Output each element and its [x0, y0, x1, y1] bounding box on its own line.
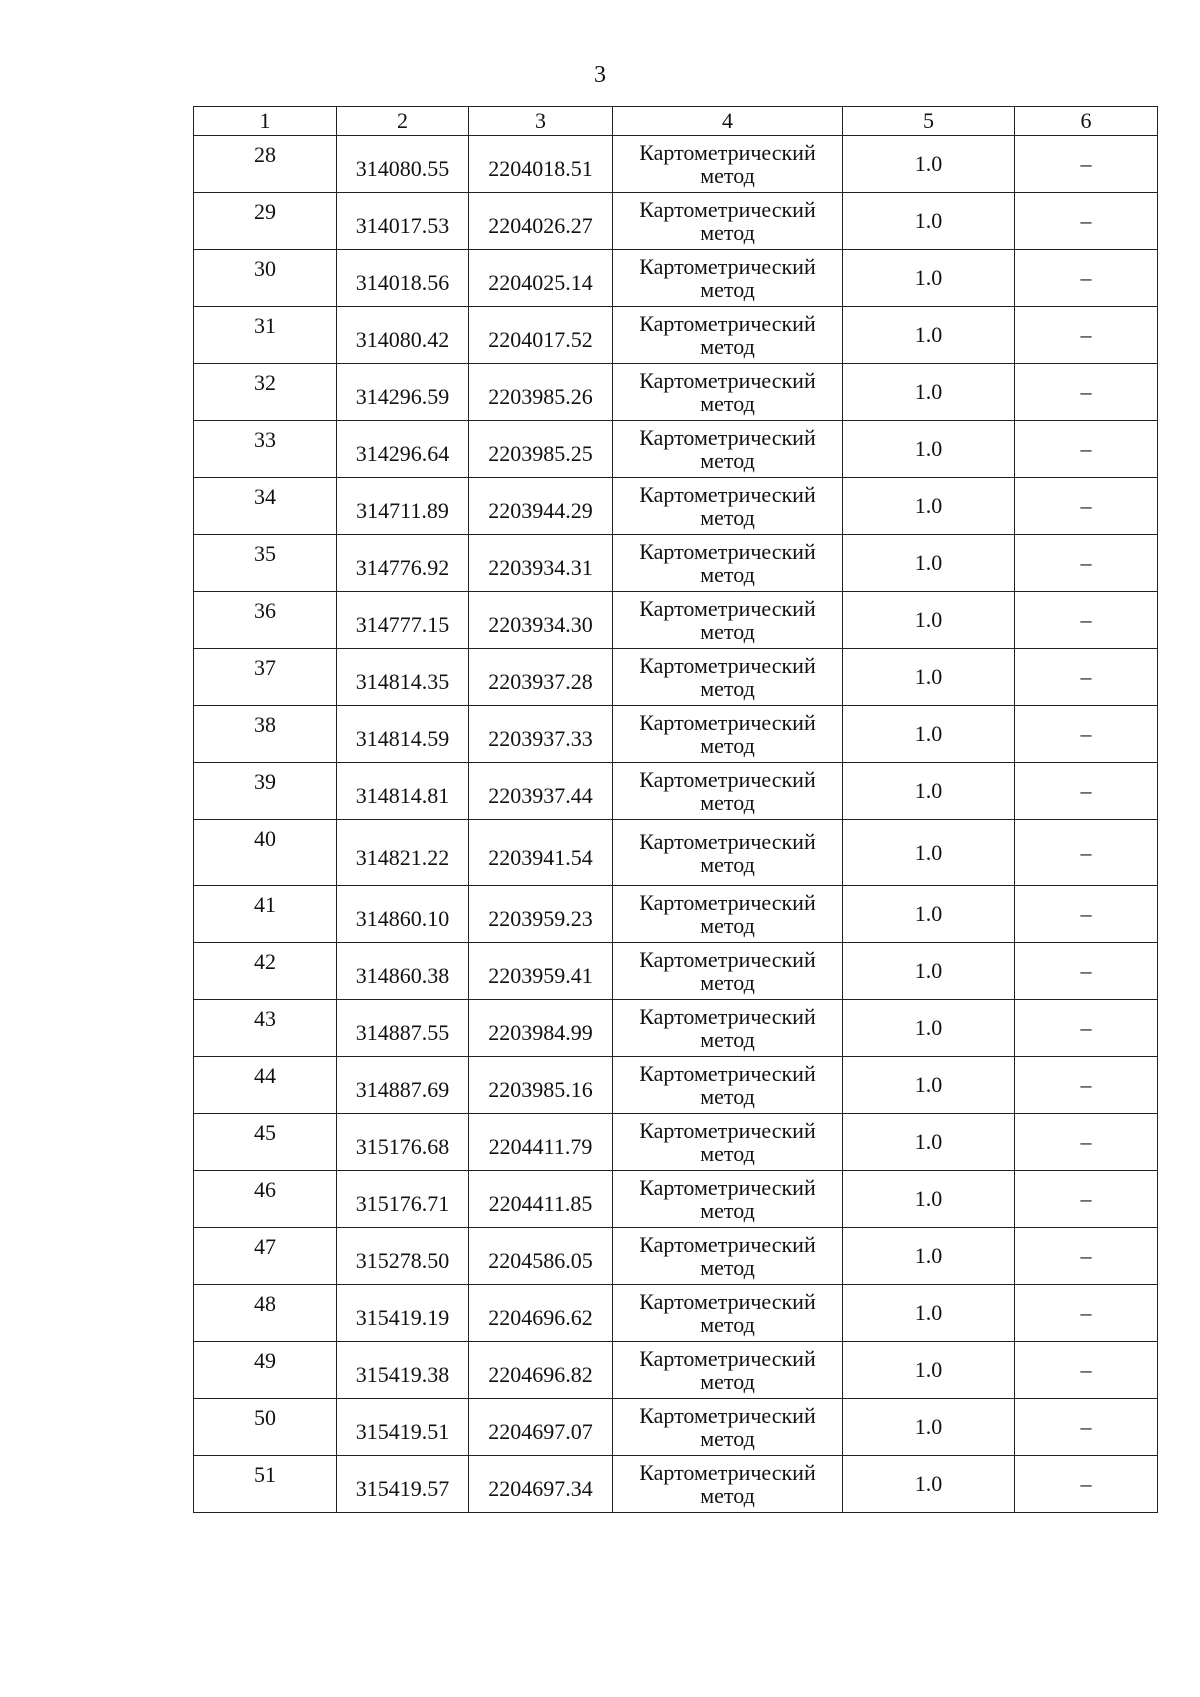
- method-cell: [613, 1114, 843, 1171]
- method-line-1: Картометрический: [639, 890, 816, 915]
- x-coordinate-cell: 314821.22: [337, 820, 469, 886]
- point-number-cell: 32: [194, 364, 337, 421]
- accuracy-cell: 1.0: [843, 1114, 1015, 1171]
- accuracy-cell: 1.0: [843, 1171, 1015, 1228]
- table-row: [194, 1228, 1158, 1285]
- accuracy-cell: 1.0: [843, 250, 1015, 307]
- method-cell: [613, 943, 843, 1000]
- table-row: [194, 820, 1158, 886]
- method-line-2: метод: [700, 676, 755, 701]
- page-number: 3: [594, 62, 606, 88]
- method-cell: [613, 1285, 843, 1342]
- table-row: [194, 706, 1158, 763]
- method-cell: [613, 1000, 843, 1057]
- point-number-cell: 49: [194, 1342, 337, 1399]
- x-coordinate-cell: 314814.81: [337, 763, 469, 820]
- table-row: [194, 364, 1158, 421]
- method-line-1: Картометрический: [639, 1232, 816, 1257]
- description-cell: –: [1015, 1171, 1158, 1228]
- header-col-5: 5: [843, 107, 1015, 136]
- y-coordinate-cell: 2204025.14: [469, 250, 613, 307]
- description-cell: –: [1015, 478, 1158, 535]
- description-cell: –: [1015, 1285, 1158, 1342]
- table-row: [194, 943, 1158, 1000]
- table-row: [194, 421, 1158, 478]
- accuracy-cell: 1.0: [843, 193, 1015, 250]
- accuracy-cell: 1.0: [843, 886, 1015, 943]
- description-cell: –: [1015, 136, 1158, 193]
- method-line-1: Картометрический: [639, 1460, 816, 1485]
- method-line-2: метод: [700, 970, 755, 995]
- description-cell: –: [1015, 250, 1158, 307]
- method-line-2: метод: [700, 733, 755, 758]
- method-line-1: Картометрический: [639, 653, 816, 678]
- description-cell: –: [1015, 307, 1158, 364]
- method-line-1: Картометрический: [639, 596, 816, 621]
- method-cell: [613, 763, 843, 820]
- method-cell: [613, 421, 843, 478]
- x-coordinate-cell: 314860.38: [337, 943, 469, 1000]
- description-cell: –: [1015, 1456, 1158, 1513]
- y-coordinate-cell: 2204018.51: [469, 136, 613, 193]
- method-line-1: Картометрический: [639, 1175, 816, 1200]
- y-coordinate-cell: 2204411.85: [469, 1171, 613, 1228]
- method-cell: [613, 136, 843, 193]
- description-cell: –: [1015, 193, 1158, 250]
- y-coordinate-cell: 2204696.82: [469, 1342, 613, 1399]
- method-line-2: метод: [700, 1312, 755, 1337]
- point-number-cell: 45: [194, 1114, 337, 1171]
- x-coordinate-cell: 315419.51: [337, 1399, 469, 1456]
- method-line-2: метод: [700, 448, 755, 473]
- point-number-cell: 36: [194, 592, 337, 649]
- description-cell: –: [1015, 820, 1158, 886]
- point-number-cell: 30: [194, 250, 337, 307]
- y-coordinate-cell: 2204026.27: [469, 193, 613, 250]
- method-line-1: Картометрический: [639, 1004, 816, 1029]
- y-coordinate-cell: 2203985.25: [469, 421, 613, 478]
- method-line-1: Картометрический: [639, 425, 816, 450]
- table-row: [194, 1171, 1158, 1228]
- x-coordinate-cell: 314018.56: [337, 250, 469, 307]
- method-line-2: метод: [700, 334, 755, 359]
- method-line-2: метод: [700, 1369, 755, 1394]
- accuracy-cell: 1.0: [843, 1228, 1015, 1285]
- method-line-1: Картометрический: [639, 1289, 816, 1314]
- description-cell: –: [1015, 1057, 1158, 1114]
- table-row: [194, 307, 1158, 364]
- point-number-cell: 33: [194, 421, 337, 478]
- x-coordinate-cell: 314296.64: [337, 421, 469, 478]
- accuracy-cell: 1.0: [843, 706, 1015, 763]
- y-coordinate-cell: 2204586.05: [469, 1228, 613, 1285]
- x-coordinate-cell: 314776.92: [337, 535, 469, 592]
- method-cell: [613, 1057, 843, 1114]
- description-cell: –: [1015, 364, 1158, 421]
- accuracy-cell: 1.0: [843, 763, 1015, 820]
- method-cell: [613, 649, 843, 706]
- description-cell: –: [1015, 886, 1158, 943]
- method-cell: [613, 1399, 843, 1456]
- method-line-2: метод: [700, 391, 755, 416]
- method-line-2: метод: [700, 1141, 755, 1166]
- method-line-2: метод: [700, 790, 755, 815]
- method-line-2: метод: [700, 1198, 755, 1223]
- y-coordinate-cell: 2204696.62: [469, 1285, 613, 1342]
- method-line-1: Картометрический: [639, 368, 816, 393]
- y-coordinate-cell: 2203934.30: [469, 592, 613, 649]
- table-row: [194, 535, 1158, 592]
- description-cell: –: [1015, 1342, 1158, 1399]
- table-row: [194, 886, 1158, 943]
- table-row: [194, 1342, 1158, 1399]
- description-cell: –: [1015, 535, 1158, 592]
- accuracy-cell: 1.0: [843, 136, 1015, 193]
- method-line-1: Картометрический: [639, 767, 816, 792]
- table-header: [194, 107, 1158, 136]
- point-number-cell: 35: [194, 535, 337, 592]
- point-number-cell: 46: [194, 1171, 337, 1228]
- method-line-1: Картометрический: [639, 311, 816, 336]
- method-line-2: метод: [700, 851, 755, 877]
- method-cell: [613, 820, 843, 886]
- description-cell: –: [1015, 1228, 1158, 1285]
- accuracy-cell: 1.0: [843, 364, 1015, 421]
- description-cell: –: [1015, 1399, 1158, 1456]
- method-line-2: метод: [700, 1255, 755, 1280]
- accuracy-cell: 1.0: [843, 1456, 1015, 1513]
- x-coordinate-cell: 315419.57: [337, 1456, 469, 1513]
- header-col-2: 2: [337, 107, 469, 136]
- point-number-cell: 41: [194, 886, 337, 943]
- point-number-cell: 50: [194, 1399, 337, 1456]
- y-coordinate-cell: 2203937.28: [469, 649, 613, 706]
- header-col-1: 1: [194, 107, 337, 136]
- description-cell: –: [1015, 763, 1158, 820]
- x-coordinate-cell: 314860.10: [337, 886, 469, 943]
- method-line-1: Картометрический: [639, 1346, 816, 1371]
- y-coordinate-cell: 2203984.99: [469, 1000, 613, 1057]
- point-number-cell: 44: [194, 1057, 337, 1114]
- method-cell: [613, 1342, 843, 1399]
- method-line-1: Картометрический: [639, 140, 816, 165]
- accuracy-cell: 1.0: [843, 1000, 1015, 1057]
- method-cell: [613, 1171, 843, 1228]
- y-coordinate-cell: 2203934.31: [469, 535, 613, 592]
- y-coordinate-cell: 2204411.79: [469, 1114, 613, 1171]
- description-cell: –: [1015, 592, 1158, 649]
- y-coordinate-cell: 2203941.54: [469, 820, 613, 886]
- description-cell: –: [1015, 706, 1158, 763]
- table-row: [194, 250, 1158, 307]
- description-cell: –: [1015, 421, 1158, 478]
- y-coordinate-cell: 2203944.29: [469, 478, 613, 535]
- method-cell: [613, 307, 843, 364]
- method-cell: [613, 364, 843, 421]
- x-coordinate-cell: 314814.59: [337, 706, 469, 763]
- point-number-cell: 39: [194, 763, 337, 820]
- accuracy-cell: 1.0: [843, 1057, 1015, 1114]
- point-number-cell: 29: [194, 193, 337, 250]
- header-col-4: 4: [613, 107, 843, 136]
- y-coordinate-cell: 2203985.16: [469, 1057, 613, 1114]
- table-row: [194, 478, 1158, 535]
- accuracy-cell: 1.0: [843, 421, 1015, 478]
- point-number-cell: 43: [194, 1000, 337, 1057]
- table-row: [194, 1000, 1158, 1057]
- accuracy-cell: 1.0: [843, 820, 1015, 886]
- method-cell: [613, 1228, 843, 1285]
- y-coordinate-cell: 2203959.23: [469, 886, 613, 943]
- method-line-1: Картометрический: [639, 1118, 816, 1143]
- accuracy-cell: 1.0: [843, 1342, 1015, 1399]
- table-row: [194, 193, 1158, 250]
- description-cell: –: [1015, 1000, 1158, 1057]
- method-line-2: метод: [700, 1027, 755, 1052]
- accuracy-cell: 1.0: [843, 649, 1015, 706]
- y-coordinate-cell: 2203937.44: [469, 763, 613, 820]
- accuracy-cell: 1.0: [843, 1399, 1015, 1456]
- x-coordinate-cell: 315176.68: [337, 1114, 469, 1171]
- x-coordinate-cell: 315278.50: [337, 1228, 469, 1285]
- method-cell: [613, 592, 843, 649]
- y-coordinate-cell: 2203959.41: [469, 943, 613, 1000]
- method-line-1: Картометрический: [639, 254, 816, 279]
- method-cell: [613, 478, 843, 535]
- method-line-1: Картометрический: [639, 710, 816, 735]
- x-coordinate-cell: 314814.35: [337, 649, 469, 706]
- method-line-1: Картометрический: [639, 1061, 816, 1086]
- x-coordinate-cell: 314296.59: [337, 364, 469, 421]
- point-number-cell: 34: [194, 478, 337, 535]
- point-number-cell: 51: [194, 1456, 337, 1513]
- accuracy-cell: 1.0: [843, 592, 1015, 649]
- table-body: [194, 136, 1158, 1513]
- y-coordinate-cell: 2203937.33: [469, 706, 613, 763]
- point-number-cell: 28: [194, 136, 337, 193]
- method-line-2: метод: [700, 562, 755, 587]
- method-cell: [613, 706, 843, 763]
- point-number-cell: 38: [194, 706, 337, 763]
- method-cell: [613, 1456, 843, 1513]
- method-line-1: Картометрический: [639, 947, 816, 972]
- table-row: [194, 1057, 1158, 1114]
- method-cell: [613, 250, 843, 307]
- table-row: [194, 1399, 1158, 1456]
- description-cell: –: [1015, 1114, 1158, 1171]
- point-number-cell: 40: [194, 820, 337, 886]
- point-number-cell: 48: [194, 1285, 337, 1342]
- method-cell: [613, 193, 843, 250]
- coordinates-table-container: [193, 106, 1157, 1513]
- method-line-2: метод: [700, 163, 755, 188]
- table-row: [194, 592, 1158, 649]
- point-number-cell: 47: [194, 1228, 337, 1285]
- method-line-2: метод: [700, 913, 755, 938]
- method-line-2: метод: [700, 220, 755, 245]
- accuracy-cell: 1.0: [843, 535, 1015, 592]
- x-coordinate-cell: 315419.19: [337, 1285, 469, 1342]
- method-line-2: метод: [700, 1483, 755, 1508]
- method-cell: [613, 535, 843, 592]
- point-number-cell: 31: [194, 307, 337, 364]
- point-number-cell: 37: [194, 649, 337, 706]
- table-row: [194, 136, 1158, 193]
- method-line-2: метод: [700, 619, 755, 644]
- method-line-1: Картометрический: [639, 539, 816, 564]
- method-cell: [613, 886, 843, 943]
- point-number-cell: 42: [194, 943, 337, 1000]
- method-line-2: метод: [700, 1084, 755, 1109]
- accuracy-cell: 1.0: [843, 1285, 1015, 1342]
- description-cell: –: [1015, 943, 1158, 1000]
- y-coordinate-cell: 2203985.26: [469, 364, 613, 421]
- x-coordinate-cell: 314777.15: [337, 592, 469, 649]
- x-coordinate-cell: 314711.89: [337, 478, 469, 535]
- method-line-1: Картометрический: [639, 828, 816, 854]
- method-line-2: метод: [700, 277, 755, 302]
- description-cell: –: [1015, 649, 1158, 706]
- y-coordinate-cell: 2204697.07: [469, 1399, 613, 1456]
- accuracy-cell: 1.0: [843, 307, 1015, 364]
- method-line-2: метод: [700, 1426, 755, 1451]
- coordinates-table: [193, 106, 1158, 1513]
- x-coordinate-cell: 314887.69: [337, 1057, 469, 1114]
- accuracy-cell: 1.0: [843, 943, 1015, 1000]
- table-row: [194, 1114, 1158, 1171]
- accuracy-cell: 1.0: [843, 478, 1015, 535]
- table-row: [194, 763, 1158, 820]
- x-coordinate-cell: 314017.53: [337, 193, 469, 250]
- table-row: [194, 1456, 1158, 1513]
- x-coordinate-cell: 314080.42: [337, 307, 469, 364]
- method-line-1: Картометрический: [639, 482, 816, 507]
- method-line-2: метод: [700, 505, 755, 530]
- x-coordinate-cell: 315419.38: [337, 1342, 469, 1399]
- table-row: [194, 1285, 1158, 1342]
- x-coordinate-cell: 314887.55: [337, 1000, 469, 1057]
- method-line-1: Картометрический: [639, 197, 816, 222]
- header-row: [194, 107, 1158, 136]
- table-row: [194, 649, 1158, 706]
- x-coordinate-cell: 315176.71: [337, 1171, 469, 1228]
- y-coordinate-cell: 2204017.52: [469, 307, 613, 364]
- y-coordinate-cell: 2204697.34: [469, 1456, 613, 1513]
- header-col-6: 6: [1015, 107, 1158, 136]
- header-col-3: 3: [469, 107, 613, 136]
- x-coordinate-cell: 314080.55: [337, 136, 469, 193]
- method-line-1: Картометрический: [639, 1403, 816, 1428]
